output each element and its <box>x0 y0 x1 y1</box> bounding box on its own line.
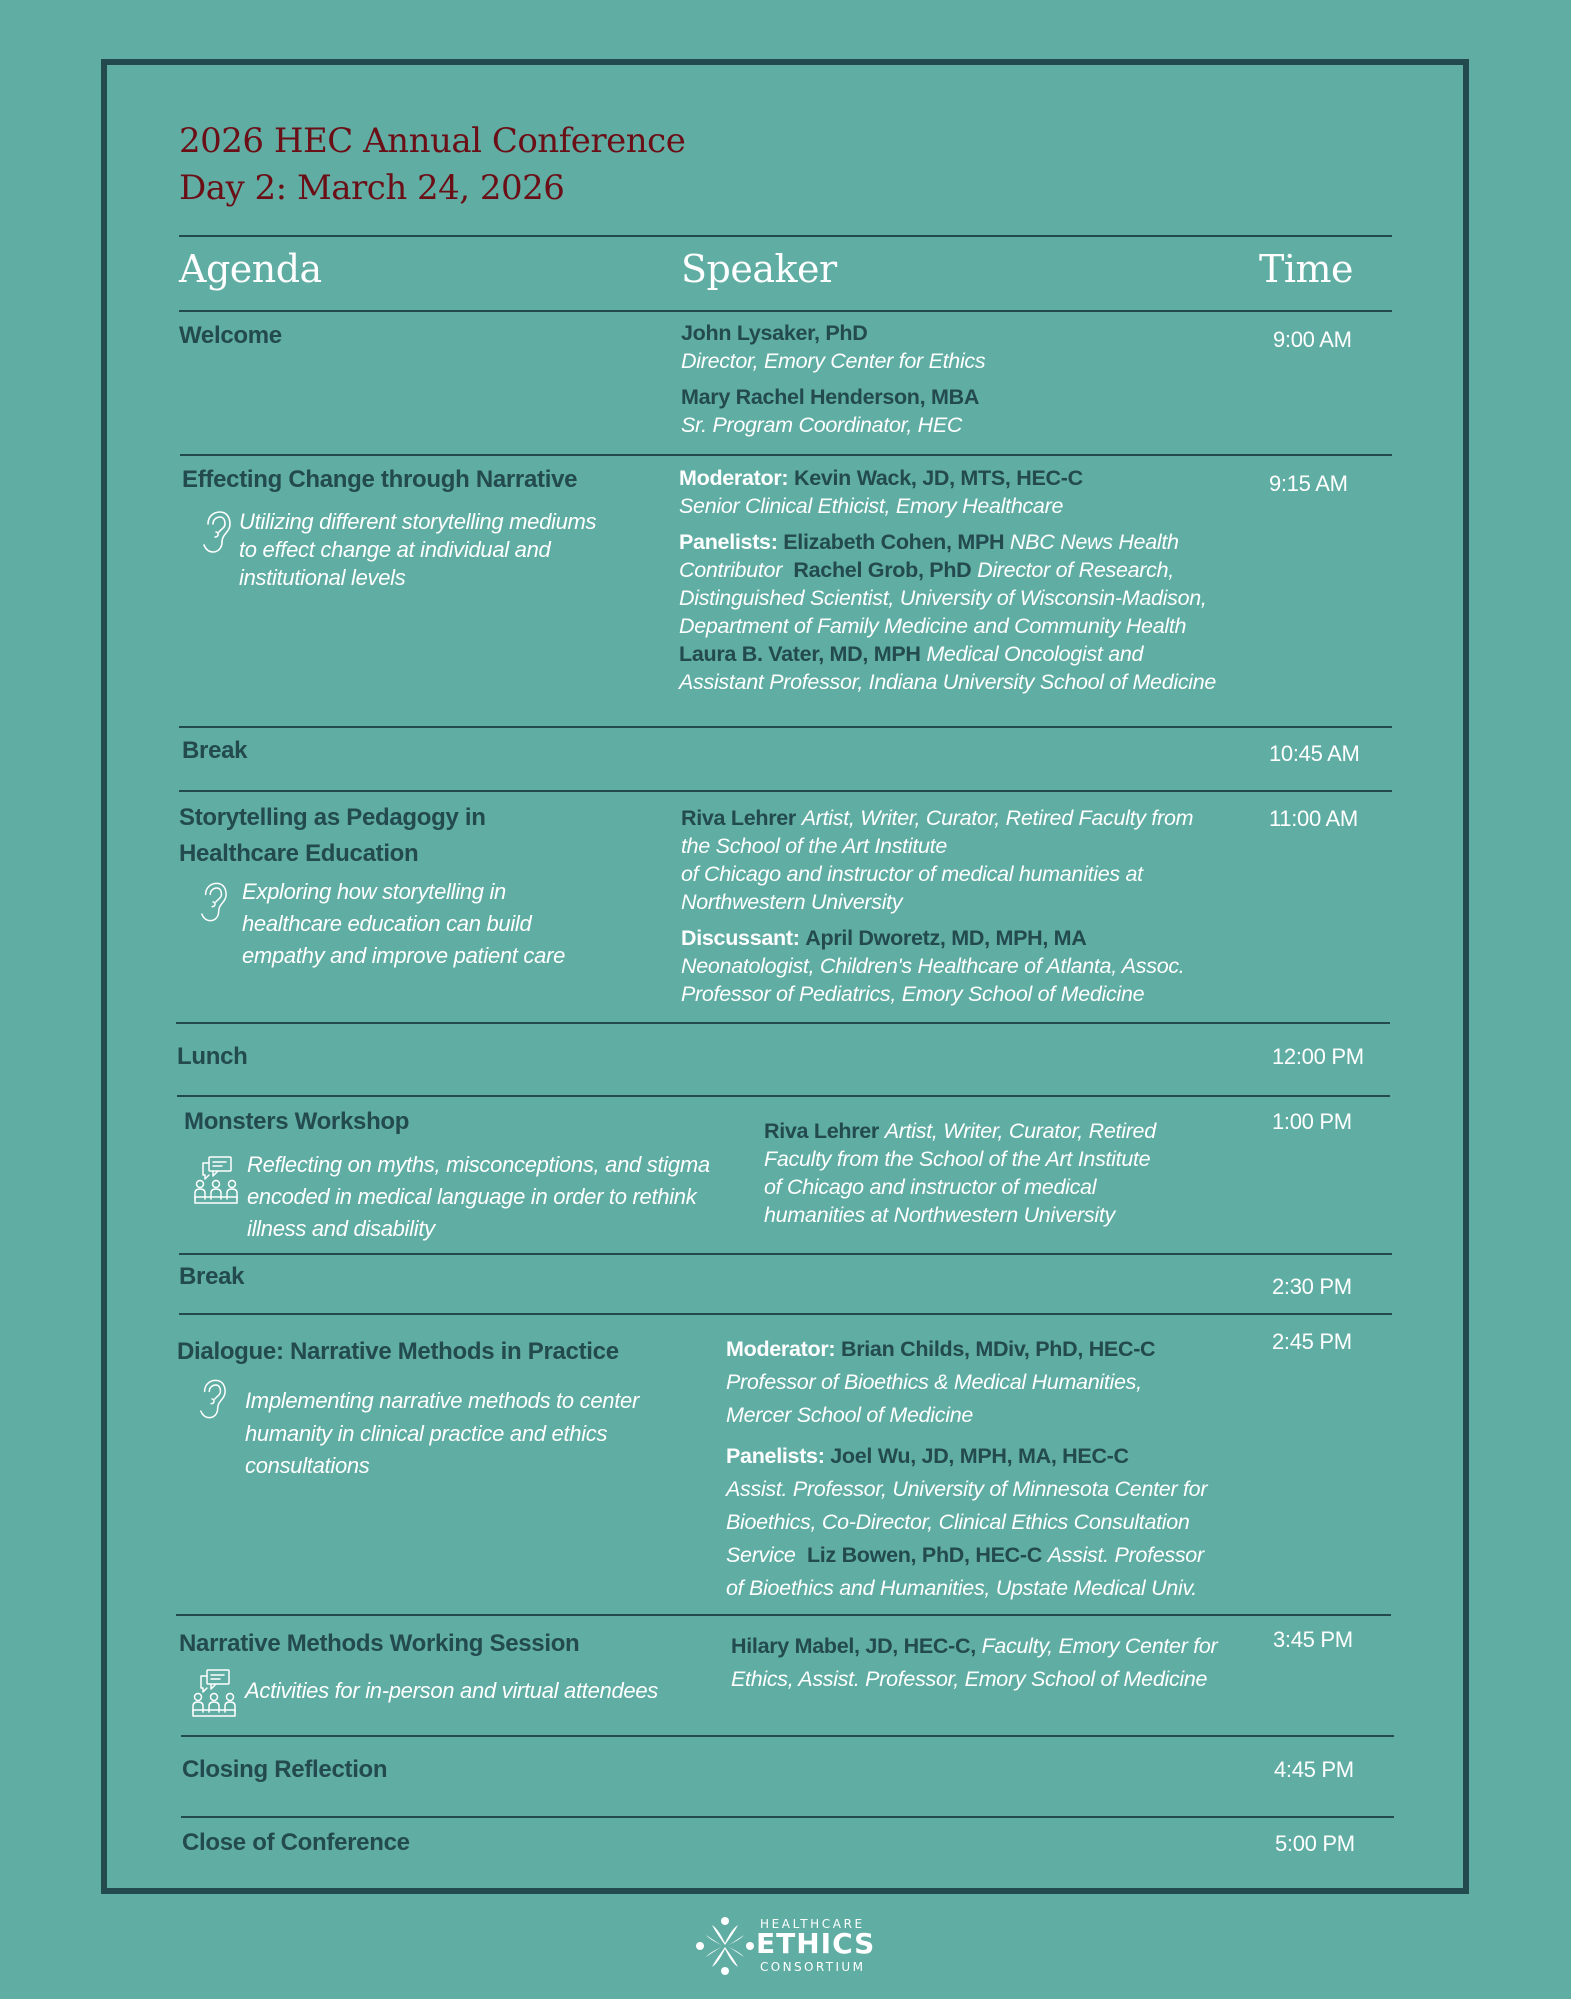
group-discussion-icon <box>193 1155 239 1205</box>
discussant-label: Discussant: <box>681 926 800 950</box>
session-title: Closing Reflection <box>182 1756 388 1783</box>
divider <box>179 726 1392 728</box>
session-description: Exploring how storytelling in healthcare education can build empathy and improve patient care <box>242 879 566 968</box>
session-title: Monsters Workshop <box>184 1108 410 1135</box>
healthcare-ethics-consortium-logo <box>694 1915 884 1975</box>
divider <box>179 310 1392 312</box>
session-title: Break <box>179 1263 245 1290</box>
divider <box>181 1735 1394 1737</box>
speaker-block: Riva Lehrer Artist, Writer, Curator, Retired Faculty from the School of the Art Institute of Chicago and instructor of medical humanities at Northwestern University Discussant: April Dworetz, MD, MPH, MA Neonatologist, Children's Healthcare of Atlanta, Assoc. Professor of Pediatrics, Emory School of Medicine <box>681 806 1194 1006</box>
speaker-name: Elizabeth Cohen, MPH <box>783 530 1005 554</box>
speaker-name: Mary Rachel Henderson, MBA <box>681 385 980 409</box>
column-header-speaker: Speaker <box>681 247 837 291</box>
session-time: 2:30 PM <box>1272 1274 1352 1299</box>
session-title: Lunch <box>177 1043 248 1070</box>
column-header-time: Time <box>1259 247 1354 291</box>
session-title: Storytelling as Pedagogy in Healthcare Education <box>179 804 486 867</box>
panelists-label: Panelists: <box>679 530 778 554</box>
speaker-name: Joel Wu, JD, MPH, MA, HEC-C <box>830 1444 1129 1468</box>
speaker-name: Brian Childs, MDiv, PhD, HEC-C <box>840 1337 1156 1361</box>
speaker-name: Kevin Wack, JD, MTS, HEC-C <box>793 466 1083 490</box>
session-time: 9:15 AM <box>1269 471 1348 496</box>
speaker-affiliation: Sr. Program Coordinator, HEC <box>681 413 963 437</box>
speaker-block: Moderator: Brian Childs, MDiv, PhD, HEC-C Professor of Bioethics & Medical Humanities, Mercer School of Medicine Panelists: Joel Wu, JD, MPH, MA, HEC-C Assist. Professor, University of Minnesota Center for Bioethics, Co-Director, Clinical Ethics Consultation Service Liz Bowen, PhD, HEC-C Assist. Professor of Bioethics and Humanities, Upstate Medical Univ. <box>726 1337 1208 1600</box>
session-time: 10:45 AM <box>1269 741 1360 766</box>
ear-icon <box>202 510 232 554</box>
session-time: 11:00 AM <box>1269 806 1358 831</box>
session-title: Break <box>182 737 248 764</box>
session-time: 2:45 PM <box>1272 1329 1352 1354</box>
speaker-block <box>681 319 1241 439</box>
consortium-logo-icon <box>694 1915 756 1982</box>
conference-title: 2026 HEC Annual Conference <box>179 121 686 161</box>
speaker-name: Liz Bowen, PhD, HEC-C <box>806 1543 1042 1567</box>
moderator-label: Moderator: <box>679 466 789 490</box>
divider <box>176 1022 1390 1024</box>
group-discussion-icon <box>191 1668 237 1718</box>
speaker-name: April Dworetz, MD, MPH, MA <box>805 926 1087 950</box>
speaker-name: Rachel Grob, PhD <box>793 558 972 582</box>
speaker-name: Riva Lehrer <box>764 1119 880 1143</box>
ear-icon <box>200 880 228 924</box>
divider <box>180 454 1392 456</box>
session-title: Narrative Methods Working Session <box>179 1630 580 1657</box>
divider <box>179 1253 1392 1255</box>
speaker-affiliation: Senior Clinical Ethicist, Emory Healthcare <box>679 494 1064 518</box>
session-time: 12:00 PM <box>1272 1044 1364 1069</box>
session-description: Utilizing different storytelling mediums to effect change at individual and institutional levels <box>239 509 597 590</box>
divider <box>179 790 1392 792</box>
speaker-name: Hilary Mabel, JD, HEC-C, <box>731 1634 976 1658</box>
session-time: 4:45 PM <box>1274 1757 1354 1782</box>
column-header-agenda: Agenda <box>179 247 322 291</box>
conference-day: Day 2: March 24, 2026 <box>179 168 565 208</box>
session-title: Effecting Change through Narrative <box>182 466 578 493</box>
speaker-block: Hilary Mabel, JD, HEC-C, Faculty, Emory Center for Ethics, Assist. Professor, Emory School of Medicine <box>731 1634 1218 1691</box>
session-title: Dialogue: Narrative Methods in Practice <box>177 1338 619 1365</box>
session-description: Implementing narrative methods to center humanity in clinical practice and ethics consultations <box>245 1388 639 1478</box>
divider <box>181 1816 1394 1818</box>
session-title: Close of Conference <box>182 1829 410 1856</box>
speaker-name: John Lysaker, PhD <box>681 321 868 345</box>
session-description: Reflecting on myths, misconceptions, and stigma encoded in medical language in order to rethink illness and disability <box>247 1152 710 1241</box>
divider <box>177 1095 1390 1097</box>
session-description: Activities for in-person and virtual attendees <box>245 1678 658 1703</box>
session-time: 9:00 AM <box>1273 327 1352 352</box>
session-time: 5:00 PM <box>1275 1831 1355 1856</box>
logo-text-healthcare: HEALTHCARE <box>760 1917 865 1931</box>
divider <box>176 1614 1391 1616</box>
divider <box>179 1313 1392 1315</box>
ear-icon <box>199 1377 227 1421</box>
panelists-label: Panelists: <box>726 1444 825 1468</box>
speaker-name: Riva Lehrer <box>681 806 797 830</box>
divider <box>179 235 1392 237</box>
session-title: Welcome <box>179 322 282 349</box>
logo-text-consortium: CONSORTIUM <box>760 1960 866 1974</box>
moderator-label: Moderator: <box>726 1337 836 1361</box>
speaker-affiliation: Director, Emory Center for Ethics <box>681 349 986 373</box>
logo-text-ethics: ETHICS <box>756 1927 876 1960</box>
speaker-block: Moderator: Kevin Wack, JD, MTS, HEC-C Senior Clinical Ethicist, Emory Healthcare Panelists: Elizabeth Cohen, MPH NBC News Health Contributor Rachel Grob, PhD Director of Research, Distinguished Scientist, University of Wisconsin-Madison, Department of Family Medicine and Community Health Laura B. Vater, MD, MPH Medical Oncologist and Assistant Professor, Indiana University School of Medicine <box>679 464 1259 696</box>
session-time: 3:45 PM <box>1273 1627 1353 1652</box>
speaker-block: Riva Lehrer Artist, Writer, Curator, Retired Faculty from the School of the Art Institute of Chicago and instructor of medical humanities at Northwestern University <box>764 1119 1156 1227</box>
session-time: 1:00 PM <box>1272 1109 1352 1134</box>
speaker-name: Laura B. Vater, MD, MPH <box>679 642 921 666</box>
